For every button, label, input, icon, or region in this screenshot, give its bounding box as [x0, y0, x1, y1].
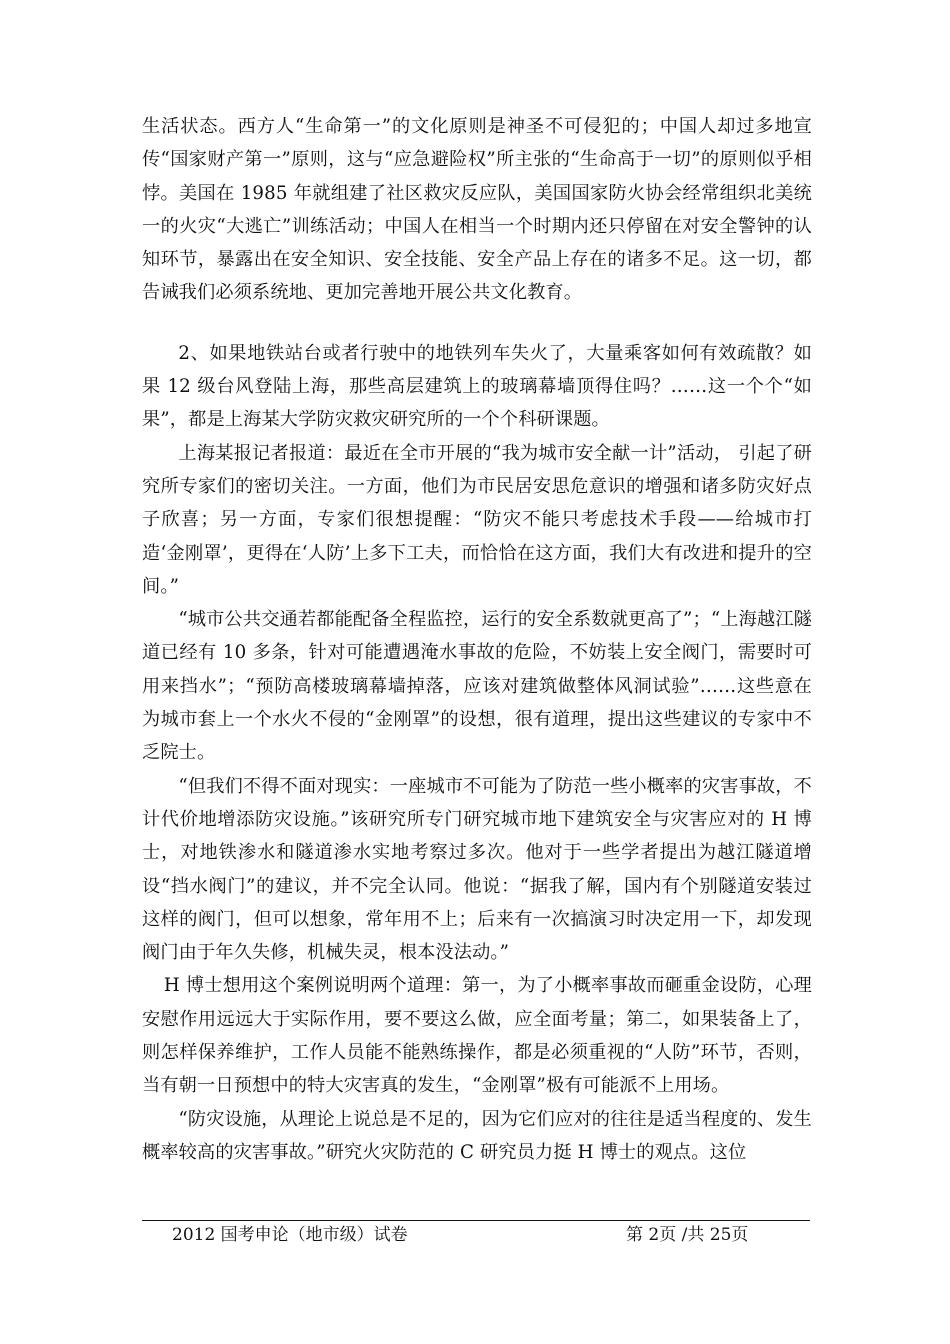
paragraph-suggestions: “城市公共交通若都能配备全程监控，运行的安全系数就更高了”；“上海越江隧道已经有 10 多条，针对可能遭遇淹水事故的危险，不妨装上安全阀门，需要时可用来挡水”；“预防高楼玻璃幕墙掉落，应该对建筑做整体风洞试验”……这些意在为城市套上一个水火不侵的“金刚罩”的设想，很有道理，提出这些建议的专家中不乏院士。 — [142, 609, 812, 764]
paragraph-dr-h-reasons: H 博士想用这个案例说明两个道理：第一，为了小概率事故而砸重金设防，心理安慰作用远远大于实际作用，要不要这么做，应全面考量；第二，如果装备上了，则怎样保养维护，工作人员能不能熟练操作，都是必须重视的“人防”环节，否则，当有朝一日预想中的特大灾害真的发生，“金刚罩”极有可能派不上用场。 — [142, 975, 812, 1097]
paragraph-dr-h-quote: “但我们不得不面对现实：一座城市不可能为了防范一些小概率的灾害事故，不计代价地增添防灾设施。”该研究所专门研究城市地下建筑安全与灾害应对的 H 博士，对地铁渗水和隧道渗水实地考察过多次。他对于一些学者提出为越江隧道增设“挡水阀门”的建议，并不完全认同。他说：“据我了解，国内有个别隧道安装过这样的阀门，但可以想象，常年用不上；后来有一次搞演习时决定用一下，却发现阀门由于年久失修，机械失灵，根本没法动。” — [142, 775, 812, 964]
paragraph-public-culture: 生活状态。西方人“生命第一”的文化原则是神圣不可侵犯的；中国人却过多地宣传“国家财产第一”原则，这与“应急避险权”所主张的“生命高于一切”的原则似乎相悖。美国在 1985 年就组建了社区救灾反应队，美国国家防火协会经常组织北美统一的火灾“大逃亡”训练活动；中国人在相当一个时期内还只停留在对安全警钟的认知环节，暴露出在安全知识、安全技能、安全产品上存在的诸多不足。这一切，都告诫我们必须系统地、更加完善地开展公共文化教育。 — [142, 116, 812, 304]
footer-page-number: 第 2页 /共 25页 — [626, 1225, 749, 1245]
footer-divider — [142, 1220, 810, 1221]
paragraph-metro-fire: 2、如果地铁站台或者行驶中的地铁列车失火了，大量乘客如何有效疏散？如果 12 级台风登陆上海，那些高层建筑上的玻璃幕墙顶得住吗？……这一个个“如果”，都是上海某大学防灾救灾研究所的一个个科研课题。 — [142, 342, 812, 431]
document-body — [142, 110, 812, 1169]
paragraph-reporter: 上海某报记者报道：最近在全市开展的“我为城市安全献一计”活动， 引起了研究所专家们的密切关注。一方面，他们为市民居安思危意识的增强和诸多防灾好点子欣喜；另一方面，专家们很想提醒：“防灾不能只考虑技术手段——给城市打造‘金刚罩’，更得在‘人防’上多下工夫，而恰恰在这方面，我们大有改进和提升的空间。” — [142, 442, 812, 597]
footer-title: 2012 国考申论（地市级）试卷 — [172, 1225, 408, 1245]
paragraph-researcher-c: “防灾设施，从理论上说总是不足的，因为它们应对的往往是适当程度的、发生概率较高的灾害事故。”研究火灾防范的 C 研究员力挺 H 博士的观点。这位 — [142, 1108, 812, 1163]
